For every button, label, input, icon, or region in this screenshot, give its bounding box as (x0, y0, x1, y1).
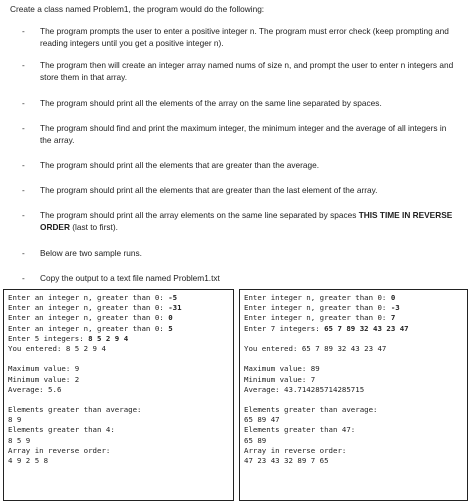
console-line (244, 456, 463, 466)
console-line (244, 446, 463, 456)
console-output-text: 8 9 (8, 415, 22, 425)
console-line (244, 303, 463, 313)
console-line (8, 313, 229, 323)
console-output-text: 4 9 2 5 8 (8, 456, 49, 465)
console-line (244, 344, 463, 354)
console-line (244, 385, 463, 395)
console-line (8, 344, 229, 354)
console-line (244, 405, 463, 415)
console-output-text: Enter integer n, greater than 0: (244, 313, 391, 323)
console-line (244, 293, 463, 303)
console-output-text: Average: 43.714285714285715 (244, 384, 365, 394)
bullet-text: The program should print all the elements that are greater than the average. (40, 160, 320, 170)
console-line (8, 334, 229, 344)
console-output-text: 65 89 (244, 435, 267, 445)
console-output-text: Enter an integer n, greater than 0: (8, 303, 169, 313)
bullet-dash: - (22, 60, 25, 70)
console-line (8, 415, 229, 425)
console-user-input: 0 (168, 313, 173, 323)
console-line (244, 436, 463, 446)
console-output-text: Enter 7 integers: (244, 323, 325, 333)
console-user-input: 0 (390, 293, 396, 302)
bullet-text: The program then will create an integer array named nums of size n, and prompt the user to enter n integers and store them in that array. (40, 60, 454, 82)
intro-text: Create a class named Problem1, the program would do the following: (10, 4, 265, 14)
console-line (244, 324, 463, 334)
console-user-input: 8 5 2 9 4 (88, 333, 129, 343)
console-output-text: Enter 5 integers: (8, 333, 89, 343)
bullet-text: The program should print all the elements of the array on the same line separated by spaces. (40, 98, 382, 108)
console-user-input: 5 (168, 323, 173, 333)
console-line (8, 395, 229, 405)
console-line (8, 456, 229, 466)
bullet-text-after: (last to first). (69, 221, 118, 232)
console-user-input: 65 7 89 32 43 23 47 (324, 323, 409, 333)
console-output-text: Enter integer n, greater than 0: (244, 303, 391, 313)
console-line (8, 436, 229, 446)
console-output-text: Maximum value: 89 (244, 364, 320, 374)
bullet-text-before: The program should print all the array elements on the same line separated by spaces (40, 210, 359, 220)
console-user-input: 7 (390, 313, 396, 323)
console-output-text: Elements greater than average: (8, 405, 142, 415)
console-output-text: Maximum value: 9 (8, 364, 80, 374)
console-output-text: Array in reverse order: (244, 445, 347, 455)
bullet-dash: - (22, 210, 25, 220)
sample-run-1-output (3, 289, 234, 501)
console-user-input: -5 (168, 293, 178, 302)
console-output-text: Minimum value: 7 (244, 374, 316, 384)
console-line (244, 375, 463, 385)
bullet-dash: - (22, 98, 25, 108)
console-output-text: Average: 5.6 (8, 384, 62, 394)
bullet-dash: - (22, 248, 25, 258)
console-line (244, 354, 463, 364)
console-line (8, 385, 229, 395)
bullet-text: Copy the output to a text file named Problem1.txt (40, 273, 220, 283)
console-line (244, 313, 463, 323)
console-output-text: 47 23 43 32 89 7 65 (244, 456, 329, 465)
console-output-text: You entered: 8 5 2 9 4 (8, 343, 106, 353)
console-line (8, 303, 229, 313)
bullet-text: The program should print all the elements that are greater than the last element of the array. (40, 185, 378, 195)
bullet-dash: - (22, 273, 25, 283)
console-output-text: 65 89 47 (244, 415, 280, 425)
console-line (8, 446, 229, 456)
console-user-input: -3 (390, 303, 400, 313)
console-line (244, 415, 463, 425)
bullet-text: Below are two sample runs. (40, 248, 142, 258)
console-output-text: You entered: 65 7 89 32 43 23 47 (244, 343, 387, 353)
console-line (8, 405, 229, 415)
bullet-text: The program should find and print the maximum integer, the minimum integer and the average of all integers in the array. (40, 123, 447, 145)
console-line (244, 395, 463, 405)
bullet-text-bold: THIS TIME IN REVERSE ORDER (40, 210, 453, 232)
bullet-dash: - (22, 185, 25, 195)
console-output-text: Array in reverse order: (8, 445, 111, 455)
console-line (8, 324, 229, 334)
sample-run-2-output (239, 289, 468, 501)
console-line (8, 425, 229, 435)
console-line (244, 425, 463, 435)
console-output-text: Elements greater than 4: (8, 425, 115, 435)
bullet-dash: - (22, 26, 25, 36)
console-line (244, 334, 463, 344)
bullet-dash: - (22, 123, 25, 133)
console-output-text: Enter an integer n, greater than 0: (8, 313, 169, 323)
console-line (8, 293, 229, 303)
console-output-text: Elements greater than 47: (244, 425, 356, 435)
bullet-text (40, 210, 460, 233)
console-line (8, 354, 229, 364)
console-output-text: Elements greater than average: (244, 405, 378, 415)
console-output-text: Enter an integer n, greater than 0: (8, 323, 169, 333)
console-line (8, 364, 229, 374)
console-output-text: Enter integer n, greater than 0: (244, 293, 391, 302)
console-output-text: Minimum value: 2 (8, 374, 80, 384)
console-output-text: 8 5 9 (8, 435, 31, 445)
console-line (8, 375, 229, 385)
bullet-dash: - (22, 160, 25, 170)
console-user-input: -31 (168, 303, 182, 313)
console-line (244, 364, 463, 374)
bullet-text: The program prompts the user to enter a positive integer n. The program must error check (keep prompting and reading integers until you get a positive integer n). (40, 26, 449, 48)
console-output-text: Enter an integer n, greater than 0: (8, 293, 169, 302)
